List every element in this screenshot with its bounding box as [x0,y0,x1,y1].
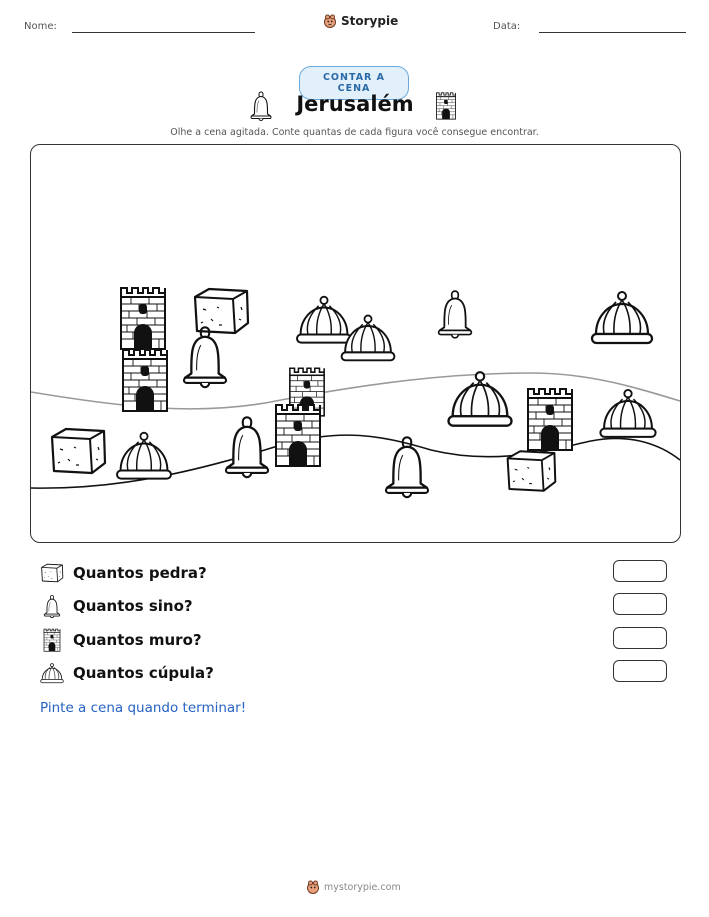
date-label: Data: [493,21,521,32]
bell-icon [439,291,472,338]
storypie-mascot-icon [306,880,320,894]
question-row-dome [40,661,214,685]
wall-tower-icon [276,405,320,466]
scene-panel [30,144,681,543]
wall-tower-icon [121,288,165,349]
storypie-mascot-icon [323,14,337,28]
bell-icon [386,437,428,497]
dome-icon [600,390,655,437]
name-label: Nome: [24,21,57,32]
dome-icon [117,433,171,479]
answer-box-wall[interactable] [613,627,667,649]
site-footer [306,880,401,894]
wall-tower-icon [434,92,458,120]
answer-box-stone[interactable] [613,560,667,582]
stone-icon [508,451,556,491]
wall-tower-icon [40,628,64,652]
question-text: Quantos cúpula? [73,664,214,682]
date-field[interactable] [539,32,686,33]
question-row-wall [40,628,202,652]
stone-icon [52,429,105,473]
bell-icon [250,90,272,122]
site-url[interactable]: mystorypie.com [324,881,401,893]
brand-logo [323,14,398,28]
question-text: Quantos pedra? [73,564,207,582]
question-row-bell [40,594,193,618]
scene-illustration [31,145,680,542]
question-text: Quantos muro? [73,631,202,649]
dome-icon [297,297,351,343]
wall-tower-icon [123,350,167,411]
answer-box-dome[interactable] [613,660,667,682]
bell-icon [184,327,226,387]
wall-tower-icon [528,389,572,450]
answer-box-bell[interactable] [613,593,667,615]
question-row-stone [40,561,207,585]
dome-icon [592,292,652,343]
instructions: Olhe a cena agitada. Conte quantas de cada figura você consegue encontrar. [170,127,539,138]
bell-icon [226,417,268,477]
page-title: Jerusalém [296,92,414,116]
coloring-instruction: Pinte a cena quando terminar! [40,700,247,716]
question-text: Quantos sino? [73,597,193,615]
name-field[interactable] [72,32,255,33]
bell-icon [40,594,64,618]
dome-icon [449,372,512,426]
dome-icon [40,661,64,685]
brand-name: Storypie [341,14,399,28]
activity-badge: CONTAR A CENA [299,66,409,100]
stone-icon [40,561,64,585]
dome-icon [342,315,395,360]
stone-icon [195,289,248,333]
